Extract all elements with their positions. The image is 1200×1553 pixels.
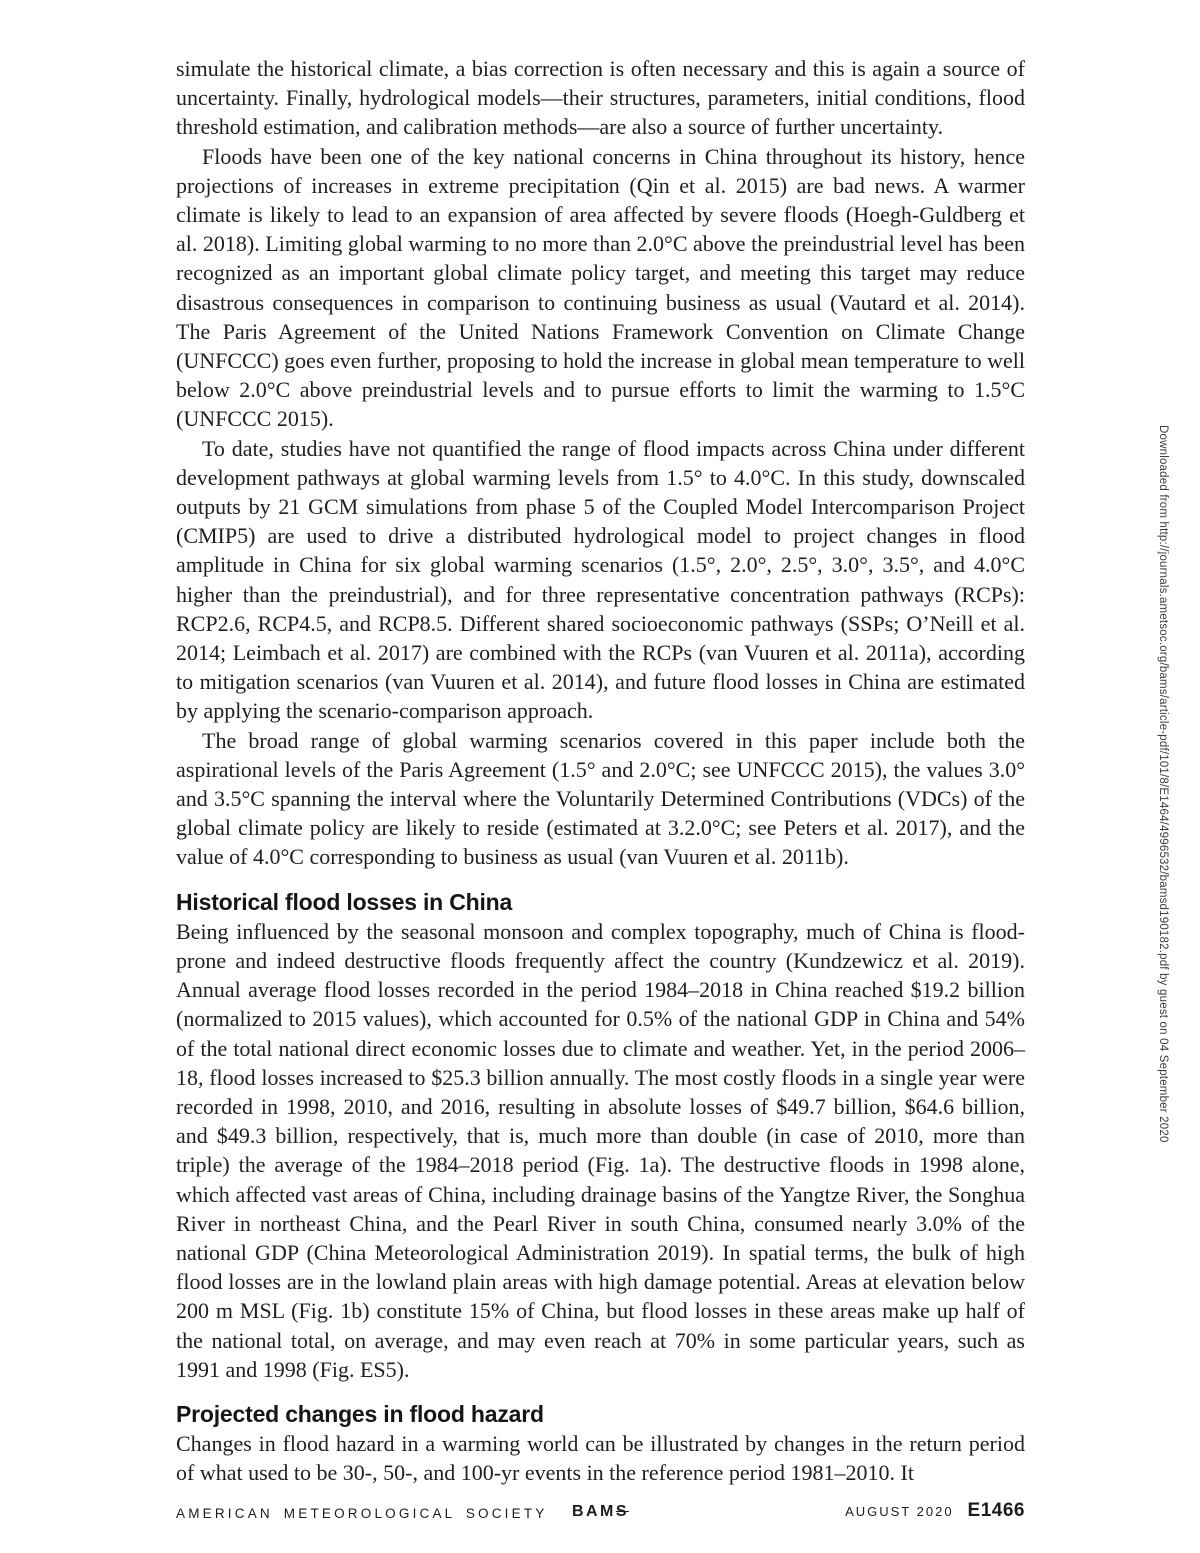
footer-society-name: AMERICAN METEOROLOGICAL SOCIETY	[176, 1506, 548, 1521]
footer-page-number: E1466	[967, 1500, 1025, 1521]
page-footer	[176, 1497, 1025, 1525]
section-heading-historical-flood-losses: Historical flood losses in China	[176, 888, 513, 915]
bams-logo-s: S	[615, 1503, 630, 1520]
body-paragraph: Changes in flood hazard in a warming world can be illustrated by changes in the return period of what used to be 30-, 50-, and 100-yr events in the reference period 1981–2010. It	[176, 1430, 1025, 1486]
section-heading-projected-changes: Projected changes in flood hazard	[176, 1400, 544, 1427]
body-paragraph: Being influenced by the seasonal monsoon and complex topography, much of China is flood-prone and indeed destructive floods frequently affect the country (Kundzewicz et al. 2019). Annual average flood losses recorded in the period 1984–2018 in China reached $19.2 billion (normalized to 2015 values), which accounted for 0.5% of the national GDP in China and 54% of the total national direct economic losses due to climate and weather. Yet, in the period 2006–18, flood losses increased to $25.3 billion annually. The most costly floods in a single year were recorded in 1998, 2010, and 2016, resulting in absolute losses of $49.7 billion, $64.6 billion, and $49.3 billion, respectively, that is, much more than double (in case of 2010, more than triple) the average of the 1984–2018 period (Fig. 1a). The destructive floods in 1998 alone, which affected vast areas of China, including drainage basins of the Yangtze River, the Songhua River in northeast China, and the Pearl River in south China, consumed nearly 3.0% of the national GDP (China Meteorological Administration 2019). In spatial terms, the bulk of high flood losses are in the lowland plain areas with high damage potential. Areas at elevation below 200 m MSL (Fig. 1b) constitute 15% of China, but flood losses in these areas make up half of the national total, on average, and may even reach at 70% in some particular years, such as 1991 and 1998 (Fig. ES5).	[176, 918, 1025, 1382]
body-paragraph: simulate the historical climate, a bias correction is often necessary and this is again a source of uncertainty. Finally, hydrological models—their structures, parameters, initial conditions, flood threshold estimation, and calibration methods—are also a source of further uncertainty.	[176, 56, 1025, 140]
bams-logo	[572, 1503, 629, 1521]
body-paragraph: The broad range of global warming scenarios covered in this paper include both the aspirational levels of the Paris Agreement (1.5° and 2.0°C; see UNFCCC 2015), the values 3.0° and 3.5°C spanning the interval where the Voluntarily Determined Contributions (VDCs) of the global climate policy are likely to reside (estimated at 3.2.0°C; see Peters et al. 2017), and the value of 4.0°C corresponding to business as usual (van Vuuren et al. 2011b).	[176, 727, 1025, 870]
body-paragraph: To date, studies have not quantified the range of flood impacts across China under different development pathways at global warming levels from 1.5° to 4.0°C. In this study, downscaled outputs by 21 GCM simulations from phase 5 of the Coupled Model Intercomparison Project (CMIP5) are used to drive a distributed hydrological model to project changes in flood amplitude in China for six global warming scenarios (1.5°, 2.0°, 2.5°, 3.0°, 3.5°, and 4.0°C higher than the preindustrial), and for three representative concentration pathways (RCPs): RCP2.6, RCP4.5, and RCP8.5. Different shared socioeconomic pathways (SSPs; O’Neill et al. 2014; Leimbach et al. 2017) are combined with the RCPs (van Vuuren et al. 2011a), according to mitigation scenarios (van Vuuren et al. 2014), and future flood losses in China are estimated by applying the scenario-comparison approach.	[176, 435, 1025, 724]
footer-issue-block	[845, 1500, 1025, 1522]
footer-issue-date: AUGUST 2020	[845, 1504, 954, 1519]
download-watermark: Downloaded from http://journals.ametsoc.org/bams/article-pdf/101/8/E1464/4996532/bamsd190182.pdf by guest on 04 September 2020	[1157, 425, 1169, 1143]
bams-logo-prefix: BAM	[571, 1503, 616, 1520]
article-body	[176, 54, 1025, 1487]
body-paragraph: Floods have been one of the key national concerns in China throughout its history, hence projections of increases in extreme precipitation (Qin et al. 2015) are bad news. A warmer climate is likely to lead to an expansion of area affected by severe floods (Hoegh-Guldberg et al. 2018). Limiting global warming to no more than 2.0°C above the preindustrial level has been recognized as an important global climate policy target, and meeting this target may reduce disastrous consequences in comparison to continuing business as usual (Vautard et al. 2014). The Paris Agreement of the United Nations Framework Convention on Climate Change (UNFCCC) goes even further, proposing to hold the increase in global mean temperature to well below 2.0°C above preindustrial levels and to pursue efforts to limit the warming to 1.5°C (UNFCCC 2015).	[176, 143, 1025, 432]
